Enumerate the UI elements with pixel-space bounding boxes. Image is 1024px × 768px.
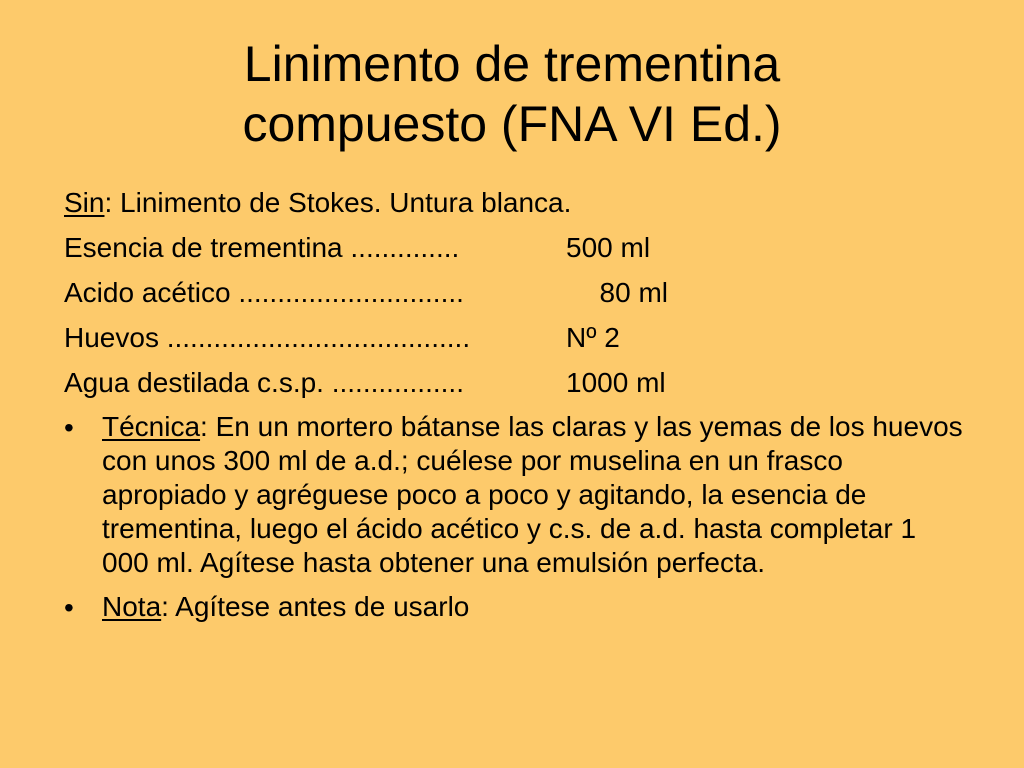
ingredient-row (64, 315, 964, 360)
synonyms-label: Sin (64, 187, 105, 218)
ingredient-row (64, 360, 964, 405)
bullet-label: Nota (102, 591, 162, 622)
bullet-body: : Agítese antes de usarlo (161, 591, 470, 622)
bullet-text (102, 580, 964, 624)
ingredient-row (64, 225, 964, 270)
title-line-2: compuesto (FNA VI Ed.) (242, 96, 782, 152)
bullet-marker: • (64, 412, 74, 443)
slide-body (64, 180, 964, 624)
title-line-1: Linimento de trementina (243, 36, 781, 92)
bullet-tecnica (64, 405, 964, 580)
ingredient-quantity: 500 ml (566, 232, 651, 263)
synonyms-text: : Linimento de Stokes. Untura blanca. (104, 187, 572, 218)
bullet-body: : En un mortero bátanse las claras y las yemas de los huevos con unos 300 ml de a.d.; cuélese por muselina en un frasco apropiado y agréguese poco a poco y agitando, la esencia de trementina, luego el ácido acético y c.s. de a.d. hasta completar 1 000 ml. Agítese hasta obtener una emulsión perfecta. (102, 411, 963, 578)
bullet-marker: • (64, 592, 74, 623)
ingredient-name: Acido acético ............................. (64, 277, 464, 308)
ingredient-name: Huevos ....................................... (64, 322, 471, 353)
ingredient-quantity: 1000 ml (566, 367, 666, 398)
bullet-text (102, 405, 964, 580)
bullet-label: Técnica (102, 411, 201, 442)
synonyms-line (64, 180, 964, 225)
slide-title (60, 34, 964, 154)
ingredient-name: Agua destilada c.s.p. ................. (64, 367, 464, 398)
ingredient-name: Esencia de trementina .............. (64, 232, 460, 263)
ingredient-quantity: 80 ml (584, 277, 669, 308)
ingredient-row (64, 270, 964, 315)
bullet-nota (64, 580, 964, 624)
ingredient-quantity: Nº 2 (566, 322, 620, 353)
